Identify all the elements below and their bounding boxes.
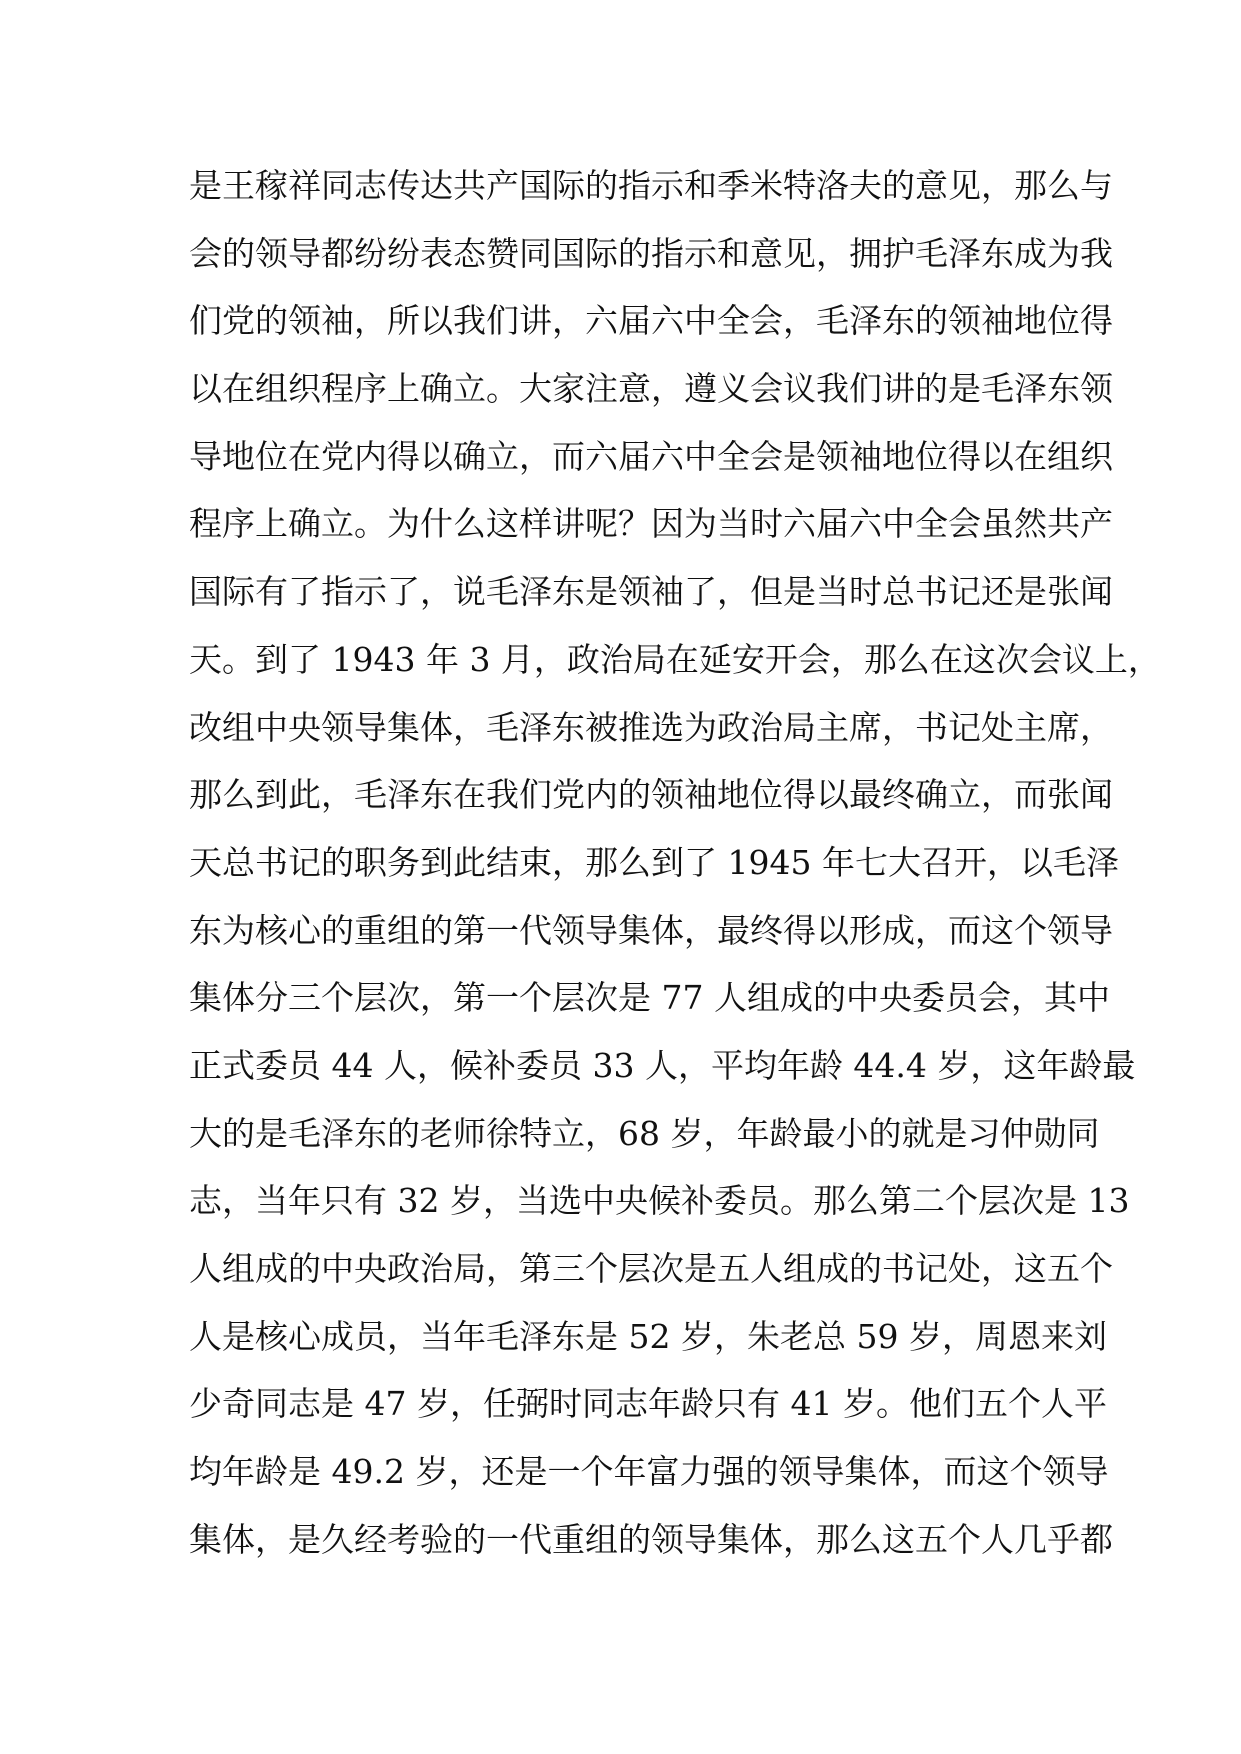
text-line: 天。到了 1943 年 3 月，政治局在延安开会，那么在这次会议上， (189, 639, 1161, 679)
text-line: 那么到此，毛泽东在我们党内的领袖地位得以最终确立，而张闻 (189, 775, 1113, 815)
text-line: 是王稼祥同志传达共产国际的指示和季米特洛夫的意见，那么与 (189, 166, 1113, 205)
text-line: 改组中央领导集体，毛泽东被推选为政治局主席，书记处主席， (189, 707, 1113, 747)
text-line: 东为核心的重组的第一代领导集体，最终得以形成，而这个领导 (189, 910, 1113, 950)
text-line: 集体，是久经考验的一代重组的领导集体，那么这五个人几乎都 (189, 1519, 1113, 1559)
text-line: 大的是毛泽东的老师徐特立，68 岁，年龄最小的就是习仲勋同 (189, 1113, 1100, 1153)
text-line: 正式委员 44 人，候补委员 33 人，平均年龄 44.4 岁，这年龄最 (189, 1045, 1136, 1085)
text-line: 人是核心成员，当年毛泽东是 52 岁，朱老总 59 岁，周恩来刘 (189, 1316, 1107, 1356)
text-line: 程序上确立。为什么这样讲呢？因为当时六届六中全会虽然共产 (189, 504, 1113, 544)
text-line: 集体分三个层次，第一个层次是 77 人组成的中央委员会，其中 (189, 978, 1110, 1018)
text-line: 会的领导都纷纷表态赞同国际的指示和意见，拥护毛泽东成为我 (189, 233, 1113, 273)
text-line: 少奇同志是 47 岁，任弼时同志年龄只有 41 岁。他们五个人平 (189, 1384, 1107, 1424)
text-line: 国际有了指示了，说毛泽东是领袖了，但是当时总书记还是张闻 (189, 572, 1113, 612)
body-text (189, 152, 1161, 1573)
text-line: 志，当年只有 32 岁，当选中央候补委员。那么第二个层次是 13 (189, 1181, 1130, 1221)
text-line: 们党的领袖，所以我们讲，六届六中全会，毛泽东的领袖地位得 (189, 301, 1113, 341)
text-line: 以在组织程序上确立。大家注意，遵义会议我们讲的是毛泽东领 (189, 369, 1113, 409)
text-line: 天总书记的职务到此结束，那么到了 1945 年七大召开，以毛泽 (189, 842, 1119, 882)
text-line: 人组成的中央政治局，第三个层次是五人组成的书记处，这五个 (189, 1249, 1113, 1288)
text-line: 均年龄是 49.2 岁，还是一个年富力强的领导集体，而这个领导 (189, 1452, 1109, 1492)
text-line: 导地位在党内得以确立，而六届六中全会是领袖地位得以在组织 (189, 436, 1113, 476)
